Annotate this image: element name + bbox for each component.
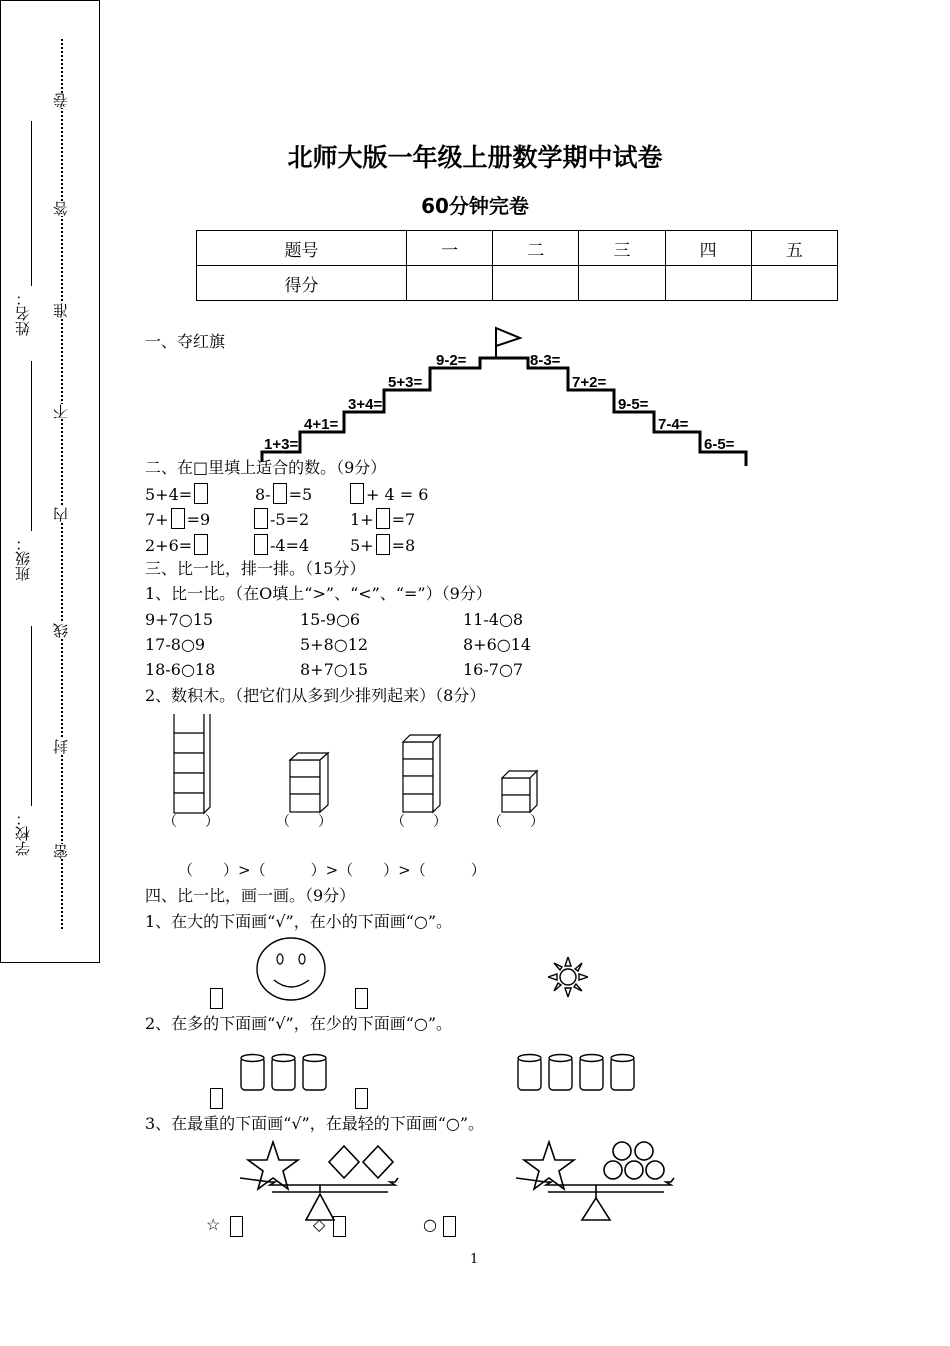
step-equation: 9-5= — [618, 396, 649, 413]
tower-answer[interactable]: （ ） — [276, 814, 332, 830]
fill-item: -4=4 — [252, 534, 309, 556]
answer-box[interactable] — [254, 534, 268, 555]
flag-icon — [496, 328, 520, 346]
score-header-cell: 五 — [751, 231, 837, 266]
compare-item[interactable]: 16-7○7 — [463, 660, 524, 679]
section4-q1: 1、在大的下面画“√”，在小的下面画“○”。 — [145, 912, 453, 931]
score-cell[interactable] — [493, 266, 579, 301]
answer-box[interactable] — [230, 1216, 243, 1237]
block-towers-figure — [170, 714, 545, 820]
answer-box[interactable] — [350, 483, 364, 504]
section1-heading: 一、夺红旗 — [145, 332, 226, 351]
class-line — [31, 361, 32, 531]
section3-heading: 三、比一比，排一排。（15分） — [145, 559, 366, 578]
tower-answer[interactable]: （ ） — [488, 814, 544, 830]
score-header-cell: 一 — [407, 231, 493, 266]
score-cell[interactable] — [579, 266, 665, 301]
smiley-face-icon — [254, 936, 328, 1002]
compare-item[interactable]: 17-8○9 — [145, 635, 206, 654]
score-table — [196, 230, 838, 301]
school-label: 学校： — [14, 811, 32, 856]
block-tower — [290, 753, 328, 812]
fill-item: 2+6= — [145, 534, 210, 556]
compare-item[interactable]: 11-4○8 — [463, 610, 524, 629]
section4-q2: 2、在多的下面画“√”，在少的下面画“○”。 — [145, 1014, 453, 1033]
school-line — [31, 626, 32, 806]
score-cell[interactable] — [751, 266, 837, 301]
answer-box[interactable] — [355, 1088, 368, 1109]
step-equation: 4+1= — [304, 416, 339, 433]
block-tower — [174, 714, 210, 813]
fill-item: 7+ =9 — [145, 510, 211, 529]
seal-char: 答 — [52, 201, 70, 216]
seal-char: 卷 — [52, 93, 70, 108]
cups-group-four — [515, 1052, 639, 1094]
tower-answer[interactable]: （ ） — [163, 814, 219, 830]
section3-part2: 2、数积木。（把它们从多到少排列起来）（8分） — [145, 686, 486, 705]
circle-icon — [625, 1161, 643, 1179]
class-label: 班级： — [14, 536, 32, 581]
answer-box[interactable] — [355, 988, 368, 1009]
step-equation: 3+4= — [348, 396, 383, 413]
page-number: 1 — [470, 1252, 479, 1267]
compare-item[interactable]: 8+7○15 — [300, 660, 369, 679]
block-tower — [502, 771, 537, 812]
step-equation: 7+2= — [572, 374, 607, 391]
block-tower — [403, 735, 440, 812]
step-equation: 1+3= — [264, 436, 299, 453]
balance-scale-star-diamond — [240, 1140, 400, 1222]
name-label: 姓名： — [14, 291, 32, 336]
diamond-icon — [329, 1146, 359, 1178]
section3-part1: 1、比一比。（在O填上“>”、“<”、“=”）（9分） — [145, 584, 492, 603]
sun-icon — [546, 955, 590, 999]
score-row-label: 得分 — [197, 266, 407, 301]
circle-icon — [613, 1142, 631, 1160]
step-equation: 6-5= — [704, 436, 735, 453]
fill-item: 8- =5 — [255, 485, 313, 504]
score-header-cell: 四 — [665, 231, 751, 266]
fill-item: 5+ =8 — [350, 536, 416, 555]
seal-char: 准 — [52, 303, 70, 318]
seal-char: 内 — [52, 507, 70, 522]
balance-scale-star-circles — [516, 1140, 676, 1222]
answer-box[interactable] — [443, 1216, 456, 1237]
weight-mark: ○ — [423, 1215, 437, 1234]
flag-staircase-figure — [258, 324, 750, 470]
section4-heading: 四、比一比，画一画。（9分） — [145, 886, 356, 905]
compare-item[interactable]: 5+8○12 — [300, 635, 369, 654]
cups-group-three — [238, 1052, 330, 1094]
fill-item: + 4 = 6 — [348, 483, 428, 505]
answer-box[interactable] — [376, 534, 390, 555]
compare-item[interactable]: 8+6○14 — [463, 635, 532, 654]
step-equation: 5+3= — [388, 374, 423, 391]
circle-icon — [646, 1161, 664, 1179]
score-header-cell: 题号 — [197, 231, 407, 266]
section2-heading: 二、在□里填上适合的数。（9分） — [145, 458, 387, 477]
section4-q3: 3、在最重的下面画“√”，在最轻的下面画“○”。 — [145, 1114, 485, 1133]
diamond-icon — [363, 1146, 393, 1178]
step-equation: 7-4= — [658, 416, 689, 433]
page-subtitle: 60分钟完卷 — [421, 194, 529, 218]
answer-box[interactable] — [210, 1088, 223, 1109]
tower-answer[interactable]: （ ） — [391, 814, 447, 830]
answer-box[interactable] — [376, 508, 390, 529]
score-cell[interactable] — [665, 266, 751, 301]
order-line[interactable]: （ ）>（ ）>（ ）>（ ） — [178, 861, 486, 879]
fill-item: 5+4= — [145, 483, 210, 505]
answer-box[interactable] — [171, 508, 185, 529]
fill-item: -5=2 — [252, 508, 309, 530]
seal-char: 线 — [52, 623, 70, 638]
compare-item[interactable]: 9+7○15 — [145, 610, 214, 629]
score-cell[interactable] — [407, 266, 493, 301]
step-equation: 9-2= — [436, 352, 467, 369]
seal-char: 不 — [52, 404, 70, 419]
page-title: 北师大版一年级上册数学期中试卷 — [287, 143, 663, 172]
compare-item[interactable]: 18-6○18 — [145, 660, 216, 679]
score-header-cell: 二 — [493, 231, 579, 266]
seal-char: 密 — [52, 844, 70, 859]
circle-icon — [604, 1161, 622, 1179]
answer-box[interactable] — [254, 508, 268, 529]
compare-item[interactable]: 15-9○6 — [300, 610, 361, 629]
answer-box[interactable] — [194, 534, 208, 555]
weight-mark: ◇ — [313, 1215, 326, 1234]
seal-char: 封 — [52, 739, 70, 754]
answer-box[interactable] — [210, 988, 223, 1009]
answer-box[interactable] — [333, 1216, 346, 1237]
answer-box[interactable] — [273, 483, 287, 504]
circle-icon — [635, 1142, 653, 1160]
score-header-cell: 三 — [579, 231, 665, 266]
answer-box[interactable] — [194, 483, 208, 504]
step-equation: 8-3= — [530, 352, 561, 369]
fill-item: 1+ =7 — [350, 510, 416, 529]
weight-mark: ☆ — [206, 1215, 221, 1234]
